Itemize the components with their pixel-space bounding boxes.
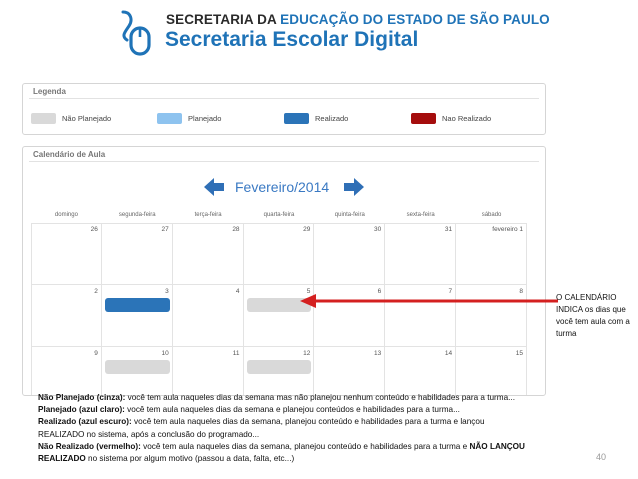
calendar-day-cell[interactable] <box>31 285 102 347</box>
note-term: REALIZADO <box>38 454 86 464</box>
calendar-callout: O CALENDÁRIO INDICA os dias que você tem aula com a turma <box>556 293 630 338</box>
note-line <box>38 392 623 404</box>
day-number: 9 <box>94 350 98 357</box>
legend-label: Planejado <box>188 113 222 123</box>
calendar-day-cell[interactable] <box>173 347 244 396</box>
calendar-day-cell[interactable] <box>456 347 527 396</box>
weekday-label: domingo <box>54 212 78 218</box>
day-number: 14 <box>444 350 453 357</box>
day-number: 27 <box>161 226 169 233</box>
note-text: você tem aula naqueles dias da semana, planejou conteúdo e habilidades para a turma e <box>140 441 470 451</box>
note-line <box>38 404 623 416</box>
mouse-cursor-logo-icon <box>117 10 157 56</box>
legend-swatch <box>157 113 182 124</box>
day-number: 13 <box>374 350 382 357</box>
note-line <box>38 429 623 441</box>
weekday-label: segunda-feira <box>118 212 156 218</box>
calendar-day-cell[interactable] <box>102 285 173 347</box>
page-number: 40 <box>595 452 606 462</box>
weekday-label: terça-feira <box>194 212 222 218</box>
day-number: 29 <box>303 226 311 233</box>
month-navigation <box>23 177 545 197</box>
day-number: 3 <box>165 288 169 295</box>
day-number: 11 <box>232 350 240 357</box>
calendar-day-cell[interactable] <box>31 223 102 285</box>
header-title: SECRETARIA DA EDUCAÇÃO DO ESTADO DE SÃO PAULO <box>166 12 550 27</box>
calendar-day-cell[interactable] <box>173 285 244 347</box>
calendar-title: Calendário de Aula <box>33 150 106 159</box>
note-emphasis: NÃO LANÇOU <box>469 441 525 451</box>
legend-label: Não Planejado <box>62 113 112 123</box>
day-number: 15 <box>515 350 523 357</box>
day-number: 7 <box>448 288 453 295</box>
legend-swatch <box>284 113 309 124</box>
legend-title: Legenda <box>33 87 66 96</box>
weekday-label: sexta-feira <box>406 212 435 218</box>
note-line <box>38 453 623 465</box>
calendar-day-cell[interactable] <box>244 223 315 285</box>
calendar-day-cell[interactable] <box>385 223 456 285</box>
note-term: Realizado (azul escuro): <box>38 417 132 427</box>
day-number: 5 <box>306 288 311 295</box>
note-term: Não Planejado (cinza): <box>38 393 126 402</box>
day-number: 30 <box>374 226 382 233</box>
calendar-day-cell[interactable] <box>173 223 244 285</box>
calendar-day-cell[interactable] <box>31 347 102 396</box>
note-text: no sistema por algum motivo (passou a data, falta, etc...) <box>85 454 295 464</box>
day-number: fevereiro 1 <box>492 226 523 233</box>
calendar-day-cell[interactable] <box>314 347 385 396</box>
note-text: REALIZADO no sistema, após a conclusão do programado... <box>38 429 260 439</box>
note-line <box>38 441 623 453</box>
arrow-right-icon[interactable] <box>343 177 365 197</box>
legend-swatch <box>31 113 56 124</box>
note-text: você tem aula naqueles dias da semana e planejou conteúdos e habilidades para a turma... <box>124 405 460 415</box>
lesson-event[interactable] <box>105 298 170 312</box>
weekday-label: sábado <box>481 212 502 218</box>
legend-label: Realizado <box>315 113 349 123</box>
day-number: 31 <box>444 226 453 233</box>
legend-item-planejado <box>157 112 221 124</box>
lesson-event[interactable] <box>105 360 170 374</box>
app-name: Secretaria Escolar Digital <box>165 28 419 51</box>
legend-item-realizado <box>284 112 348 124</box>
legend-item-nao-planejado <box>31 112 111 124</box>
note-term: Planejado (azul claro): <box>38 405 125 415</box>
day-number: 2 <box>94 288 98 295</box>
note-line <box>38 416 623 428</box>
arrow-left-icon[interactable] <box>203 177 225 197</box>
red-arrow-icon <box>300 292 560 312</box>
day-number: 4 <box>235 288 240 295</box>
day-number: 6 <box>377 288 382 295</box>
legend-item-nao-realizado <box>411 112 491 124</box>
calendar-panel <box>22 146 546 396</box>
note-text: você tem aula naqueles dias da semana, planejou conteúdo e habilidades para a turma e lançou <box>131 417 485 427</box>
note-term: Não Realizado (vermelho): <box>38 441 141 451</box>
day-number: 26 <box>90 226 98 233</box>
day-number: 28 <box>232 226 240 233</box>
calendar-day-cell[interactable] <box>385 347 456 396</box>
day-number: 8 <box>519 288 523 295</box>
status-explanations <box>38 392 623 465</box>
weekday-label: quinta-feira <box>334 212 365 218</box>
calendar-day-cell[interactable] <box>314 223 385 285</box>
calendar-day-cell[interactable] <box>102 223 173 285</box>
divider <box>29 161 539 162</box>
day-number: 10 <box>161 350 169 357</box>
legend-swatch <box>411 113 436 124</box>
day-number: 12 <box>303 350 311 357</box>
header <box>0 0 638 70</box>
legend-panel <box>22 83 546 135</box>
lesson-event[interactable] <box>247 360 312 374</box>
calendar-day-cell[interactable] <box>456 223 527 285</box>
legend-label: Nao Realizado <box>442 113 492 123</box>
note-text: você tem aula naqueles dias da semana mas não planejou nenhum conteúdo e habilidades para a turma... <box>125 393 515 402</box>
month-label: Fevereiro/2014 <box>235 179 330 195</box>
weekday-label: quarta-feira <box>263 212 295 218</box>
divider <box>29 98 539 99</box>
